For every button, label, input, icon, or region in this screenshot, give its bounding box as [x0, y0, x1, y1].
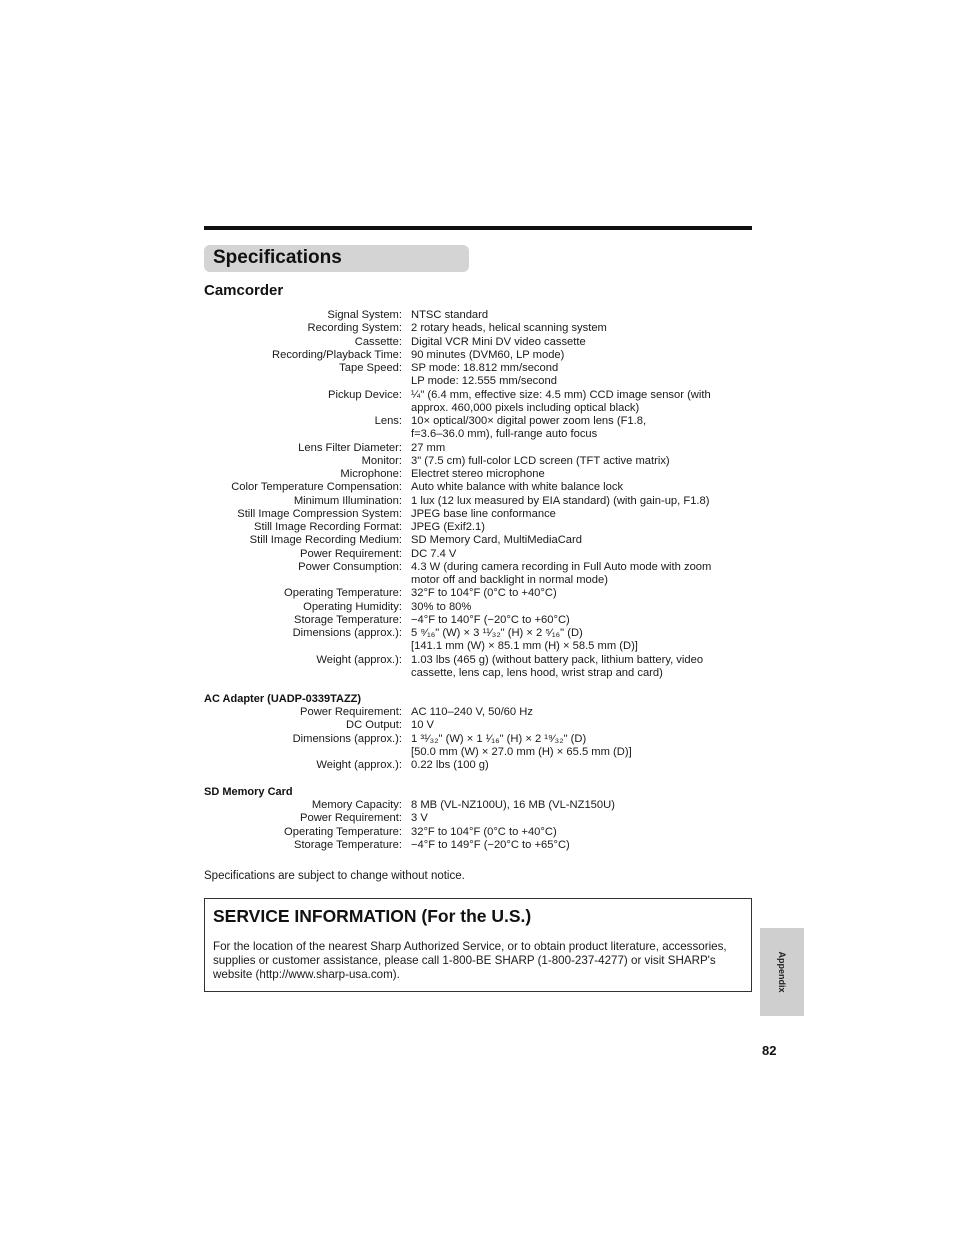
- spec-value: [50.0 mm (W) × 27.0 mm (H) × 65.5 mm (D)]: [411, 745, 632, 758]
- spec-label: Color Temperature Compensation:: [231, 481, 402, 494]
- spec-label: Power Requirement:: [300, 706, 402, 718]
- spec-label: [204, 667, 402, 680]
- service-text: For the location of the nearest Sharp Authorized Service, or to obtain product literature, accessories, supplies or customer assistance, please call 1-800-BE SHARP (1-800-237-4277) or visit SHARP's website (http://www.sharp-usa.com).: [213, 940, 727, 981]
- spec-value: 1 ³¹⁄₃₂" (W) × 1 ¹⁄₁₆" (H) × 2 ¹⁹⁄₃₂" (D): [411, 732, 587, 745]
- spec-row: [204, 534, 764, 547]
- spec-label: Power Requirement:: [300, 547, 402, 560]
- spec-label: DC Output:: [346, 719, 402, 732]
- spec-row: [204, 627, 764, 640]
- spec-label: Operating Temperature:: [284, 587, 402, 600]
- spec-row: [204, 481, 764, 494]
- spec-row: [204, 548, 764, 561]
- spec-row: [204, 654, 764, 667]
- spec-row: [204, 812, 764, 825]
- spec-value: SD Memory Card, MultiMediaCard: [411, 534, 582, 547]
- spec-row: [204, 442, 764, 455]
- spec-label: Weight (approx.):: [316, 759, 402, 771]
- spec-label: Weight (approx.):: [316, 653, 402, 666]
- spec-value: −4°F to 149°F (−20°C to +65°C): [411, 838, 570, 851]
- spec-value: ¼" (6.4 mm, effective size: 4.5 mm) CCD image sensor (with: [411, 388, 711, 401]
- spec-label: Power Requirement:: [300, 812, 402, 825]
- spec-label: [204, 375, 402, 388]
- spec-label: Power Consumption:: [298, 560, 402, 573]
- spec-value: −4°F to 140°F (−20°C to +60°C): [411, 613, 570, 626]
- spec-value: JPEG base line conformance: [411, 507, 556, 520]
- spec-value: 10 V: [411, 719, 435, 732]
- spec-label: Monitor:: [361, 454, 402, 467]
- spec-label: Recording System:: [307, 322, 402, 335]
- spec-row: [204, 746, 764, 759]
- spec-label: Dimensions (approx.):: [292, 627, 402, 639]
- spec-value: 90 minutes (DVM60, LP mode): [411, 348, 565, 361]
- spec-value: 30% to 80%: [411, 600, 472, 613]
- spec-row: [204, 759, 764, 772]
- spec-row: [204, 389, 764, 402]
- spec-label: Pickup Device:: [328, 388, 402, 401]
- spec-row: [204, 614, 764, 627]
- spec-value: Electret stereo microphone: [411, 468, 545, 480]
- sd-card-heading: SD Memory Card: [204, 786, 293, 798]
- spec-value: JPEG (Exif2.1): [411, 521, 485, 533]
- spec-value: 32°F to 104°F (0°C to +40°C): [411, 825, 557, 838]
- spec-label: Operating Temperature:: [284, 825, 402, 838]
- spec-row: [204, 799, 764, 812]
- spec-value: 3 V: [411, 812, 428, 825]
- spec-label: Tape Speed:: [339, 362, 402, 374]
- spec-value: 1 lux (12 lux measured by EIA standard) (with gain-up, F1.8): [411, 494, 710, 507]
- spec-value: DC 7.4 V: [411, 547, 457, 560]
- spec-label: Memory Capacity:: [311, 799, 402, 811]
- spec-row: [204, 375, 764, 388]
- spec-row: [204, 336, 764, 349]
- spec-value: f=3.6–36.0 mm), full-range auto focus: [411, 428, 598, 441]
- spec-row: [204, 468, 764, 481]
- spec-row: [204, 428, 764, 441]
- spec-row: [204, 839, 764, 852]
- spec-value: NTSC standard: [411, 309, 489, 321]
- page-title: Specifications: [213, 247, 342, 268]
- spec-label: Operating Humidity:: [303, 600, 402, 613]
- spec-label: Storage Temperature:: [293, 613, 402, 626]
- spec-row: [204, 574, 764, 587]
- spec-row: [204, 455, 764, 468]
- camcorder-spec-list: [204, 309, 764, 680]
- spec-value: 5 ⁹⁄₁₆" (W) × 3 ¹¹⁄₃₂" (H) × 2 ⁵⁄₁₆" (D): [411, 627, 583, 639]
- spec-value: Auto white balance with white balance lock: [411, 481, 624, 494]
- spec-row: [204, 349, 764, 362]
- spec-row: [204, 495, 764, 508]
- spec-row: [204, 601, 764, 614]
- spec-value: 2 rotary heads, helical scanning system: [411, 322, 607, 335]
- spec-row: [204, 826, 764, 839]
- spec-value: Digital VCR Mini DV video cassette: [411, 335, 586, 348]
- spec-label: Signal System:: [327, 309, 402, 321]
- spec-label: Still Image Recording Format:: [254, 521, 402, 533]
- spec-label: Lens:: [374, 415, 402, 427]
- spec-value: LP mode: 12.555 mm/second: [411, 375, 557, 388]
- sd-card-spec-list: [204, 799, 764, 852]
- spec-row: [204, 733, 764, 746]
- spec-label: Recording/Playback Time:: [272, 348, 402, 361]
- appendix-tab-label: Appendix: [777, 951, 787, 993]
- spec-label: [204, 428, 402, 441]
- spec-row: [204, 521, 764, 534]
- spec-row: [204, 362, 764, 375]
- appendix-tab[interactable]: [760, 928, 804, 1016]
- spec-label: [204, 574, 402, 587]
- spec-label: Microphone:: [340, 468, 402, 480]
- spec-row: [204, 402, 764, 415]
- section-title-banner: [204, 245, 469, 272]
- spec-label: [204, 402, 402, 415]
- spec-value: 4.3 W (during camera recording in Full Auto mode with zoom: [411, 560, 712, 573]
- spec-value: approx. 460,000 pixels including optical black): [411, 401, 640, 414]
- spec-row: [204, 719, 764, 732]
- spec-label: Dimensions (approx.):: [292, 732, 402, 745]
- spec-value: 3" (7.5 cm) full-color LCD screen (TFT active matrix): [411, 454, 670, 467]
- spec-row: [204, 309, 764, 322]
- spec-label: [204, 640, 402, 653]
- spec-row: [204, 561, 764, 574]
- spec-label: Lens Filter Diameter:: [298, 441, 402, 454]
- spec-label: Cassette:: [354, 335, 402, 348]
- ac-adapter-heading: AC Adapter (UADP-0339TAZZ): [204, 693, 362, 705]
- service-information-box: [204, 898, 752, 992]
- spec-value: motor off and backlight in normal mode): [411, 574, 608, 586]
- spec-value: 1.03 lbs (465 g) (without battery pack, lithium battery, video: [411, 653, 704, 666]
- spec-row: [204, 508, 764, 521]
- spec-row: [204, 415, 764, 428]
- spec-row: [204, 667, 764, 680]
- spec-value: SP mode: 18.812 mm/second: [411, 362, 559, 374]
- spec-value: 8 MB (VL-NZ100U), 16 MB (VL-NZ150U): [411, 799, 615, 811]
- spec-row: [204, 706, 764, 719]
- spec-row: [204, 322, 764, 335]
- spec-value: AC 110–240 V, 50/60 Hz: [411, 706, 533, 718]
- spec-label: [204, 746, 402, 759]
- spec-value: 27 mm: [411, 441, 446, 454]
- change-notice: Specifications are subject to change without notice.: [204, 870, 465, 882]
- title-rule: [204, 226, 752, 230]
- service-title: SERVICE INFORMATION (For the U.S.): [213, 906, 532, 926]
- spec-label: Storage Temperature:: [293, 838, 402, 851]
- spec-value: [141.1 mm (W) × 85.1 mm (H) × 58.5 mm (D)]: [411, 640, 638, 653]
- spec-row: [204, 640, 764, 653]
- spec-label: Minimum Illumination:: [293, 494, 402, 507]
- ac-adapter-spec-list: [204, 706, 764, 772]
- spec-value: cassette, lens cap, lens hood, wrist strap and card): [411, 666, 663, 679]
- spec-label: Still Image Compression System:: [237, 507, 402, 520]
- spec-value: 0.22 lbs (100 g): [411, 759, 489, 771]
- spec-value: 32°F to 104°F (0°C to +40°C): [411, 587, 557, 600]
- spec-value: 10× optical/300× digital power zoom lens (F1.8,: [411, 415, 647, 427]
- camcorder-heading: Camcorder: [204, 282, 284, 299]
- page-number: 82: [762, 1043, 777, 1058]
- spec-row: [204, 587, 764, 600]
- spec-label: Still Image Recording Medium:: [249, 534, 402, 547]
